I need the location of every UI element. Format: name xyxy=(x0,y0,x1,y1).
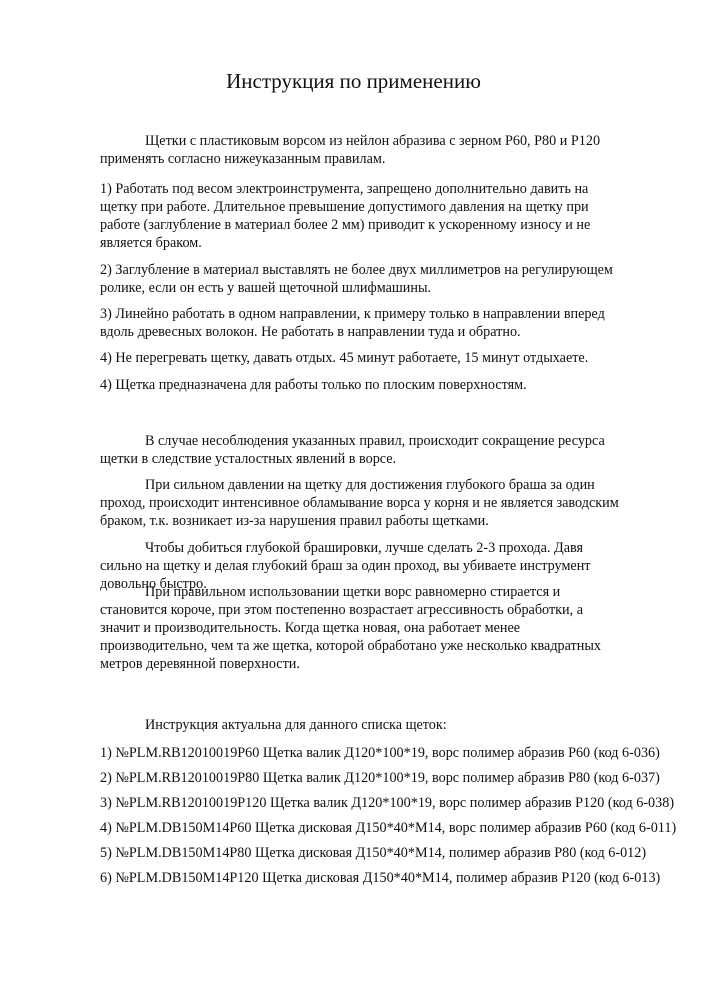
rule-1: 1) Работать под весом электроинструмента, запрещено дополнительно давить на щетку при работе. Длительное превышение допустимого давления на щетку при работе (заглубление в материал более 2 мм) приводит к ускоренному износу и не является браком. xyxy=(100,181,591,251)
product-item-2: 2) №PLM.RB12010019P80 Щетка валик Д120*100*19, ворс полимер абразив Р80 (код 6-037) xyxy=(100,770,660,786)
product-item-1: 1) №PLM.RB12010019P60 Щетка валик Д120*100*19, ворс полимер абразив Р60 (код 6-036) xyxy=(100,745,660,761)
product-item-3: 3) №PLM.RB12010019P120 Щетка валик Д120*100*19, ворс полимер абразив Р120 (код 6-038) xyxy=(100,795,675,811)
product-item-4: 4) №PLM.DB150M14P60 Щетка дисковая Д150*40*М14, ворс полимер абразив Р60 (код 6-011) xyxy=(100,820,677,836)
note-3: Чтобы добиться глубокой брашировки, лучше сделать 2-3 прохода. Давя сильно на щетку и делая глубокий браш за один проход, вы убиваете инструмент довольно быстро. xyxy=(100,540,591,592)
rule-4: 4) Не перегревать щетку, давать отдых. 45 минут работаете, 15 минут отдыхаете. xyxy=(100,350,589,366)
rule-5: 4) Щетка предназначена для работы только по плоским поверхностям. xyxy=(100,377,527,393)
page-title: Инструкция по применению xyxy=(226,69,481,93)
rule-2: 2) Заглубление в материал выставлять не более двух миллиметров на регулирующем ролике, если он есть у вашей щеточной шлифмашины. xyxy=(100,262,613,296)
note-1: В случае несоблюдения указанных правил, происходит сокращение ресурса щетки в следствие усталостных явлений в ворсе. xyxy=(100,433,605,467)
note-2: При сильном давлении на щетку для достижения глубокого браша за один проход, происходит интенсивное обламывание ворса у корня и не является заводским браком, т.к. возникает из-за нарушения правил работы щетками. xyxy=(100,477,619,529)
intro-paragraph: Щетки с пластиковым ворсом из нейлон абразива с зерном Р60, Р80 и Р120 применять согласно нижеуказанным правилам. xyxy=(100,133,601,167)
note-4: При правильном использовании щетки ворс равномерно стирается и становится короче, при этом постепенно возрастает агрессивность обработки, а значит и производительность. Когда щетка новая, она работает менее производительно, чем та же щетка, которой обработано уже несколько квадратных метров деревянной поверхности. xyxy=(100,584,601,672)
rule-3: 3) Линейно работать в одном направлении, к примеру только в направлении вперед вдоль древесных волокон. Не работать в направлении туда и обратно. xyxy=(100,306,605,340)
list-intro: Инструкция актуальна для данного списка щеток: xyxy=(145,717,447,733)
product-item-5: 5) №PLM.DB150M14P80 Щетка дисковая Д150*40*М14, полимер абразив Р80 (код 6-012) xyxy=(100,845,647,861)
product-item-6: 6) №PLM.DB150M14P120 Щетка дисковая Д150*40*М14, полимер абразив Р120 (код 6-013) xyxy=(100,870,661,886)
